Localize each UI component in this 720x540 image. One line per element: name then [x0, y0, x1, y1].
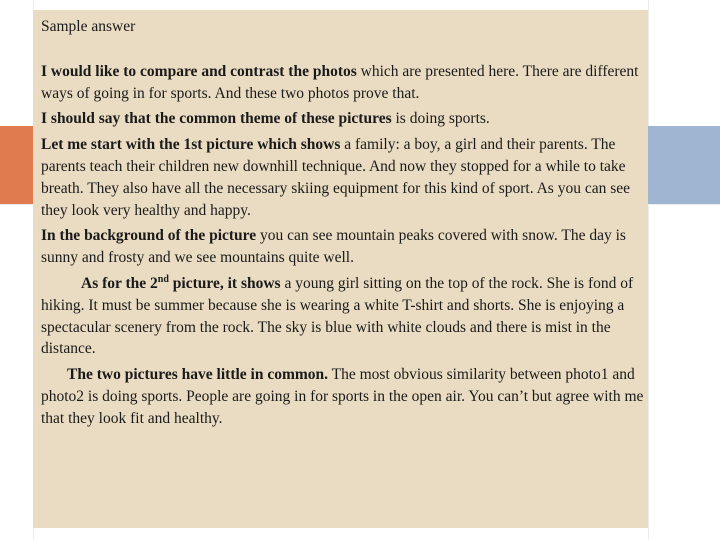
- paragraph-background: [41, 225, 645, 269]
- paragraph-text: you can see mountain peaks covered with snow. The day is sunny and frosty and we see mountains quite well.: [41, 227, 626, 267]
- bold-phrase: I should say that the common theme of these pictures: [41, 110, 392, 128]
- bold-phrase: In the background of the picture: [41, 227, 257, 245]
- orange-accent-bar: [0, 126, 33, 204]
- paragraph-text: The most obvious similarity between photo1 and photo2 is doing sports. People are going in for sports in the open air. You can’t but agree with me that they look fit and healthy.: [41, 366, 644, 427]
- paragraph-text: a young girl sitting on the top of the rock. She is fond of hiking. It must be summer because she is wearing a white T-shirt and shorts. She is enjoying a spectacular scenery from the rock. The sky is blue with white clouds and there is mist in the distance.: [41, 274, 634, 358]
- paragraph-first-picture: [41, 134, 645, 221]
- grid-line: [648, 0, 649, 540]
- sample-answer-text: [41, 16, 645, 434]
- blue-accent-bar: [648, 126, 720, 204]
- bold-phrase: I would like to compare and contrast the photos: [41, 62, 357, 80]
- bold-phrase: The two pictures have little in common.: [67, 366, 329, 384]
- bold-phrase: Let me start with the 1st picture which shows: [41, 136, 341, 154]
- ordinal-suffix: nd: [157, 273, 169, 285]
- paragraph-second-picture: [41, 273, 645, 360]
- bold-phrase: As for the 2: [81, 274, 158, 292]
- slide-title: Sample answer: [41, 18, 136, 35]
- paragraph-text: is doing sports.: [391, 110, 490, 128]
- paragraph-text: which are presented here. There are different ways of going in for sports. And these two photos prove that.: [41, 62, 639, 102]
- paragraph-comparison: [41, 364, 645, 429]
- paragraph-text: a family: a boy, a girl and their parents. The parents teach their children new downhill technique. And now they stopped for a while to take breath. They also have all the necessary skiing equipment for this kind of sport. As you can see they look very healthy and happy.: [41, 136, 630, 219]
- bold-phrase: picture, it shows: [168, 274, 281, 292]
- paragraph-theme: [41, 108, 645, 130]
- paragraph-intro: [41, 61, 645, 105]
